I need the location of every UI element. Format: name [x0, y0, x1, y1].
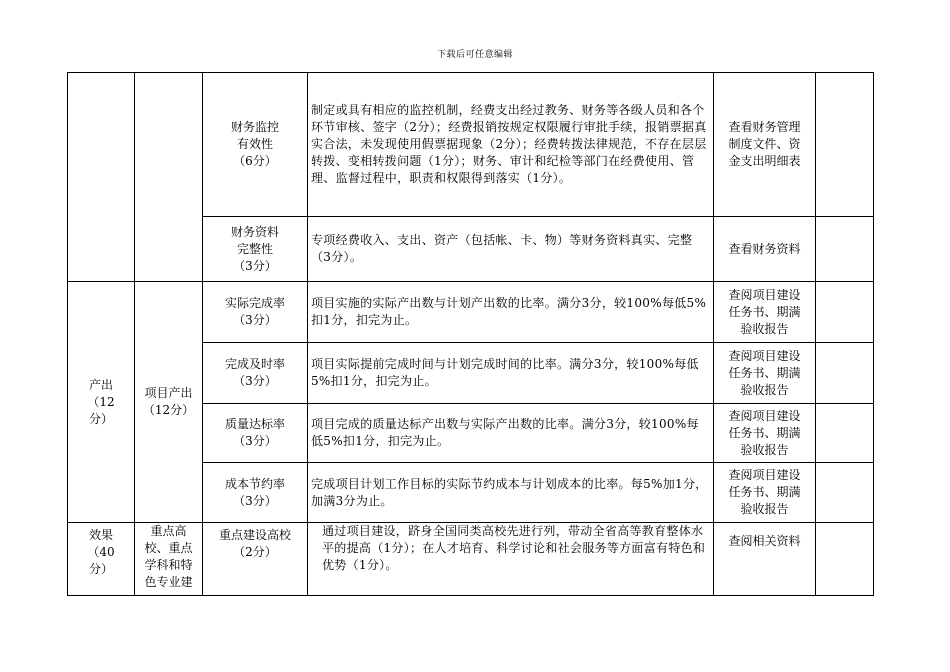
method-cell: 查阅项目建设 任务书、期满 验收报告 — [714, 463, 816, 523]
method-cell: 查阅项目建设 任务书、期满 验收报告 — [714, 404, 816, 463]
method-cell: 查看财务管理 制度文件、资 金支出明细表 — [714, 73, 816, 217]
page-header: 下载后可任意编辑 — [436, 50, 513, 60]
description-cell: 专项经费收入、支出、资产（包括帐、卡、物）等财务资料真实、完整（3分）。 — [308, 217, 714, 282]
indicator-cell: 成本节约率 （3分） — [203, 463, 308, 523]
indicator-cell: 质量达标率 （3分） — [203, 404, 308, 463]
level1-cell: 效果 （40 分） — [68, 523, 135, 596]
description-cell: 完成项目计划工作目标的实际节约成本与计划成本的比率。每5%加1分，加满3分为止。 — [308, 463, 714, 523]
description-cell: 项目实际提前完成时间与计划完成时间的比率。满分3分，较100%每低5%扣1分，扣完为止。 — [308, 343, 714, 404]
score-cell — [816, 217, 874, 282]
level1-cell-empty — [68, 73, 135, 282]
method-cell: 查看财务资料 — [714, 217, 816, 282]
performance-evaluation-table — [67, 72, 874, 596]
score-cell — [816, 343, 874, 404]
level2-cell: 重点高 校、重点 学科和特 色专业建 — [135, 523, 203, 596]
score-cell — [816, 404, 874, 463]
indicator-cell: 实际完成率 （3分） — [203, 282, 308, 343]
method-cell: 查阅项目建设 任务书、期满 验收报告 — [714, 282, 816, 343]
indicator-cell: 财务监控 有效性 （6分） — [203, 73, 308, 217]
description-cell: 项目完成的质量达标产出数与实际产出数的比率。满分3分，较100%每低5%扣1分，扣完为止。 — [308, 404, 714, 463]
score-cell — [816, 523, 874, 596]
level2-cell: 项目产出 （12分） — [135, 282, 203, 523]
score-cell — [816, 73, 874, 217]
score-cell — [816, 463, 874, 523]
level1-cell: 产出 （12 分） — [68, 282, 135, 523]
indicator-cell: 完成及时率 （3分） — [203, 343, 308, 404]
description-cell: 通过项目建设，跻身全国同类高校先进行列，带动全省高等教育整体水平的提高（1分）；在人才培育、科学讨论和社会服务等方面富有特色和优势（1分）。 — [308, 523, 714, 596]
method-cell: 查阅相关资料 — [714, 523, 816, 596]
description-cell: 制定或具有相应的监控机制，经费支出经过教务、财务等各级人员和各个环节审核、签字（2分）；经费报销按规定权限履行审批手续，报销票据真实合法，未发现使用假票据现象（2分）；经费转拨法律规范，不存在层层转拨、变相转拨问题（1分）；财务、审计和纪检等部门在经费使用、管理、监督过程中，职责和权限得到落实（1分）。 — [308, 73, 714, 217]
level2-cell-empty — [135, 73, 203, 282]
description-cell: 项目实施的实际产出数与计划产出数的比率。满分3分，较100%每低5%扣1分，扣完为止。 — [308, 282, 714, 343]
indicator-cell: 重点建设高校 （2分） — [203, 523, 308, 596]
score-cell — [816, 282, 874, 343]
indicator-cell: 财务资料 完整性 （3分） — [203, 217, 308, 282]
method-cell: 查阅项目建设 任务书、期满 验收报告 — [714, 343, 816, 404]
